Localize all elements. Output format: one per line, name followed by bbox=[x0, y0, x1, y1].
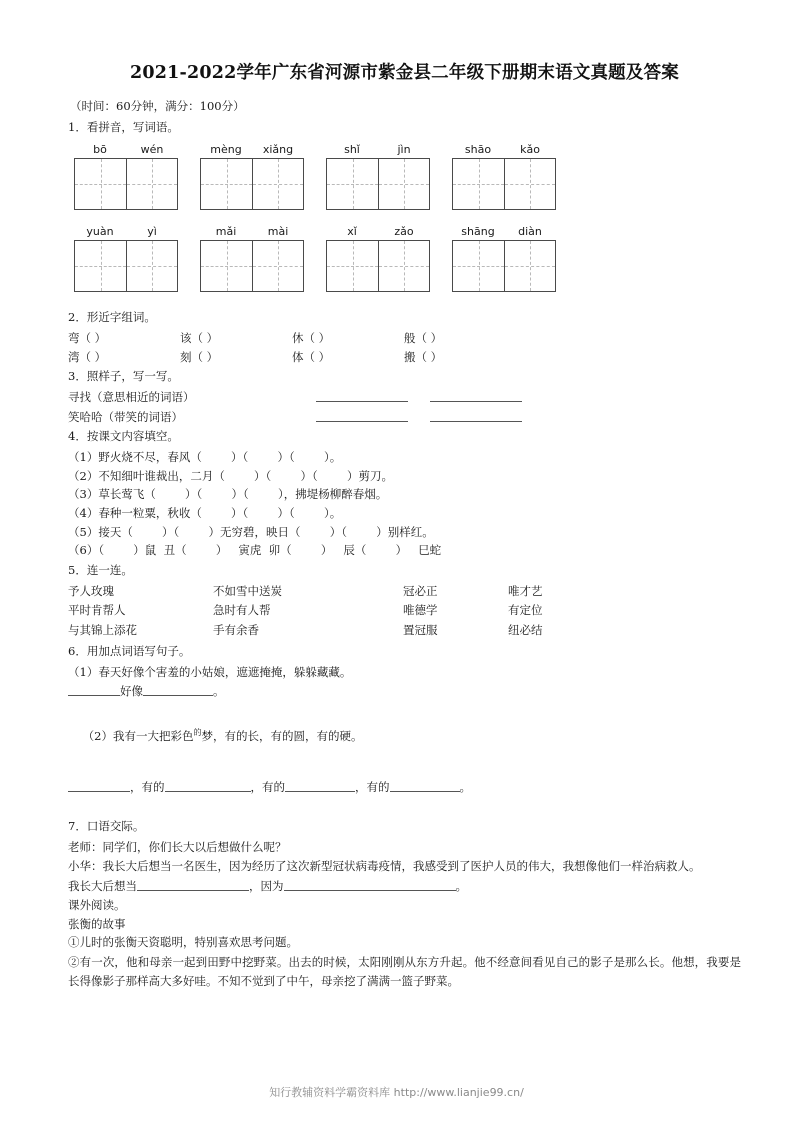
similar-char-item[interactable]: 该（ ） bbox=[180, 330, 219, 345]
writing-cell[interactable] bbox=[327, 241, 378, 291]
question-4-heading: 4．按课文内容填空。 bbox=[68, 429, 179, 444]
writing-cell[interactable] bbox=[75, 159, 126, 209]
answer-blank[interactable] bbox=[430, 388, 522, 402]
pinyin-grid-group bbox=[452, 225, 556, 292]
question-4-item[interactable]: （5）接天（ ）（ ）无穷碧，映日（ ）（ ）别样红。 bbox=[68, 524, 434, 539]
pinyin-label-row bbox=[326, 225, 430, 238]
answer-prefix: 我长大后想当 bbox=[68, 879, 137, 894]
answer-blank[interactable] bbox=[316, 388, 408, 402]
pinyin-grid-group bbox=[74, 143, 178, 210]
pinyin-label: wén bbox=[140, 142, 164, 156]
pinyin-label: jìn bbox=[397, 142, 411, 156]
pinyin-label-row bbox=[326, 143, 430, 156]
spacer bbox=[68, 212, 741, 219]
conj-text: ，有的 bbox=[250, 779, 285, 794]
similar-char-item[interactable]: 刻（ ） bbox=[180, 349, 219, 364]
pinyin-label: xǐ bbox=[347, 224, 357, 238]
similar-char-item[interactable]: 体（ ） bbox=[292, 349, 331, 364]
match-item[interactable]: 不如雪中送炭 bbox=[213, 583, 282, 598]
pinyin-label-row bbox=[74, 143, 178, 156]
similar-char-row bbox=[68, 348, 741, 367]
page-title: 2021-2022学年广东省河源市紫金县二年级下册期末语文真题及答案 bbox=[130, 63, 679, 83]
question-4-item[interactable]: （2）不知细叶谁裁出，二月（ ）（ ）（ ）剪刀。 bbox=[68, 468, 394, 483]
pinyin-label: mài bbox=[267, 224, 289, 238]
match-item[interactable]: 平时肯帮人 bbox=[68, 603, 126, 618]
q6-item2-pre: （2）我有一大把彩色 bbox=[82, 728, 194, 743]
similar-char-item[interactable]: 般（ ） bbox=[404, 330, 443, 345]
spacer bbox=[68, 294, 741, 307]
writing-cell[interactable] bbox=[252, 159, 303, 209]
writing-box-pair[interactable] bbox=[326, 158, 430, 210]
question-3-prompt: 寻找（意思相近的词语） bbox=[68, 389, 195, 404]
match-item[interactable]: 冠必正 bbox=[403, 583, 438, 598]
question-3-prompt: 笑哈哈（带笑的词语） bbox=[68, 409, 183, 424]
pinyin-label-row bbox=[74, 225, 178, 238]
period: 。 bbox=[455, 879, 467, 894]
question-2-heading: 2．形近字组词。 bbox=[68, 310, 156, 325]
answer-blank[interactable] bbox=[68, 778, 130, 792]
match-item[interactable]: 与其锦上添花 bbox=[68, 623, 137, 638]
similar-char-item[interactable]: 搬（ ） bbox=[404, 349, 443, 364]
writing-box-pair[interactable] bbox=[74, 240, 178, 292]
match-item[interactable]: 有定位 bbox=[508, 603, 543, 618]
spacer bbox=[68, 796, 741, 816]
writing-cell[interactable] bbox=[126, 159, 177, 209]
question-4-item[interactable]: （6）（ ）鼠 丑（ ） 寅虎 卯（ ） 辰（ ） 巳蛇 bbox=[68, 543, 442, 558]
answer-blank[interactable] bbox=[430, 408, 522, 422]
writing-cell[interactable] bbox=[75, 241, 126, 291]
pinyin-label: zǎo bbox=[394, 224, 414, 238]
writing-box-pair[interactable] bbox=[74, 158, 178, 210]
reading-paragraph: ①儿时的张衡天资聪明，特别喜欢思考问题。 bbox=[68, 935, 298, 950]
period: 。 bbox=[459, 779, 471, 794]
pinyin-label: mèng bbox=[210, 142, 242, 156]
question-6-item-1: （1）春天好像个害羞的小姑娘，遮遮掩掩，躲躲藏藏。 bbox=[68, 664, 352, 679]
question-1-heading: 1．看拼音，写词语。 bbox=[68, 119, 179, 134]
answer-blank[interactable] bbox=[68, 682, 120, 696]
writing-cell[interactable] bbox=[504, 241, 555, 291]
writing-box-pair[interactable] bbox=[326, 240, 430, 292]
pinyin-label: yuàn bbox=[86, 224, 114, 238]
conj-text: ，有的 bbox=[355, 779, 390, 794]
match-item[interactable]: 唯德学 bbox=[403, 603, 438, 618]
spacer bbox=[68, 701, 741, 708]
gap bbox=[408, 388, 430, 407]
pinyin-label-row bbox=[200, 225, 304, 238]
matching-row bbox=[68, 601, 741, 621]
q6-item2-post: 梦，有的长，有的圆，有的硬。 bbox=[201, 728, 363, 743]
pinyin-label: shāo bbox=[464, 142, 492, 156]
pinyin-grid-group bbox=[452, 143, 556, 210]
pinyin-grid-row-1 bbox=[74, 143, 741, 210]
question-6-answer-1 bbox=[68, 682, 741, 701]
question-3-item bbox=[68, 388, 741, 407]
writing-cell[interactable] bbox=[378, 241, 429, 291]
match-item[interactable]: 纽必结 bbox=[508, 623, 543, 638]
writing-box-pair[interactable] bbox=[452, 158, 556, 210]
answer-blank[interactable] bbox=[316, 408, 408, 422]
match-item[interactable]: 手有余香 bbox=[213, 623, 259, 638]
pinyin-label-row bbox=[452, 143, 556, 156]
match-item[interactable]: 急时有人帮 bbox=[213, 603, 271, 618]
pinyin-label: mǎi bbox=[215, 224, 237, 238]
pinyin-label: kǎo bbox=[520, 142, 540, 156]
pinyin-label: diàn bbox=[518, 224, 542, 238]
matching-row bbox=[68, 621, 741, 641]
writing-cell[interactable] bbox=[504, 159, 555, 209]
period: 。 bbox=[213, 684, 225, 699]
pinyin-label: shāng bbox=[461, 224, 495, 238]
writing-box-pair[interactable] bbox=[200, 240, 304, 292]
dialog-teacher: 老师：同学们，你们长大以后想做什么呢？ bbox=[68, 840, 287, 855]
conj-text: ，有的 bbox=[130, 779, 165, 794]
reading-title: 张衡的故事 bbox=[68, 916, 126, 931]
spacer bbox=[68, 764, 741, 777]
match-item[interactable]: 唯才艺 bbox=[508, 583, 543, 598]
q6-item2-sup: 的 bbox=[193, 727, 202, 737]
question-3-item bbox=[68, 408, 741, 427]
writing-cell[interactable] bbox=[201, 241, 252, 291]
writing-cell[interactable] bbox=[252, 241, 303, 291]
pinyin-label: yì bbox=[147, 224, 157, 238]
question-4-item[interactable]: （4）春种一粒粟，秋收（ ）（ ）（ ）。 bbox=[68, 505, 342, 520]
pinyin-label: xiǎng bbox=[262, 142, 294, 156]
gap bbox=[408, 408, 430, 427]
similar-char-item[interactable]: 休（ ） bbox=[292, 330, 331, 345]
similar-char-item[interactable]: 弯（ ） bbox=[68, 330, 107, 345]
pinyin-label-row bbox=[200, 143, 304, 156]
footer-watermark: 知行教辅资料学霸资料库 http://www.lianjie99.cn/ bbox=[269, 1086, 524, 1099]
pinyin-grid-row-2 bbox=[74, 225, 741, 292]
writing-cell[interactable] bbox=[327, 159, 378, 209]
pinyin-grid-group bbox=[200, 225, 304, 292]
match-item[interactable]: 予人玫瑰 bbox=[68, 583, 114, 598]
fixed-word: 好像 bbox=[120, 684, 143, 699]
reading-section-label: 课外阅读。 bbox=[68, 898, 126, 913]
exam-info: （时间：60分钟，满分：100分） bbox=[70, 98, 245, 113]
answer-blank[interactable] bbox=[165, 778, 251, 792]
answer-blank[interactable] bbox=[143, 682, 213, 696]
dialog-student: 小华：我长大后想当一名医生，因为经历了这次新型冠状病毒疫情，我感受到了医护人员的伟大，我想像他们一样治病救人。 bbox=[68, 858, 701, 873]
question-7-answer bbox=[68, 877, 741, 896]
answer-conj: ，因为 bbox=[249, 879, 284, 894]
pinyin-grid-group bbox=[74, 225, 178, 292]
reading-paragraph: ②有一次，他和母亲一起到田野中挖野菜。出去的时候，太阳刚刚从东方升起。他不经意间看见自己的影子是那么长。他想，我要是长得像影子那样高大多好哇。不知不觉到了中午，母亲挖了满满一篮子野菜。 bbox=[68, 954, 741, 989]
question-6-item-2 bbox=[68, 708, 741, 764]
pinyin-grid-group bbox=[200, 143, 304, 210]
question-3-heading: 3．照样子，写一写。 bbox=[68, 369, 179, 384]
question-5-heading: 5．连一连。 bbox=[68, 562, 133, 577]
writing-cell[interactable] bbox=[378, 159, 429, 209]
writing-cell[interactable] bbox=[201, 159, 252, 209]
match-item[interactable]: 置冠服 bbox=[403, 623, 438, 638]
writing-cell[interactable] bbox=[453, 241, 504, 291]
writing-box-pair[interactable] bbox=[200, 158, 304, 210]
pinyin-label: bō bbox=[93, 142, 107, 156]
pinyin-label-row bbox=[452, 225, 556, 238]
question-4-item[interactable]: （1）野火烧不尽，春风（ ）（ ）（ ）。 bbox=[68, 450, 342, 464]
answer-blank[interactable] bbox=[285, 778, 355, 792]
writing-cell[interactable] bbox=[453, 159, 504, 209]
answer-blank[interactable] bbox=[390, 778, 460, 792]
question-4-item[interactable]: （3）草长莺飞（ ）（ ）（ ），拂堤杨柳醉春烟。 bbox=[68, 487, 388, 502]
similar-char-row bbox=[68, 329, 741, 348]
pinyin-grid-group bbox=[326, 225, 430, 292]
similar-char-item[interactable]: 湾（ ） bbox=[68, 349, 107, 364]
writing-box-pair[interactable] bbox=[452, 240, 556, 292]
matching-row bbox=[68, 582, 741, 602]
question-6-answer-2 bbox=[68, 778, 741, 797]
pinyin-label: shǐ bbox=[344, 142, 360, 156]
question-6-heading: 6．用加点词语写句子。 bbox=[68, 643, 191, 658]
writing-cell[interactable] bbox=[126, 241, 177, 291]
answer-blank[interactable] bbox=[137, 877, 249, 891]
answer-blank[interactable] bbox=[284, 877, 456, 891]
question-7-heading: 7．口语交际。 bbox=[68, 819, 145, 834]
pinyin-grid-group bbox=[326, 143, 430, 210]
